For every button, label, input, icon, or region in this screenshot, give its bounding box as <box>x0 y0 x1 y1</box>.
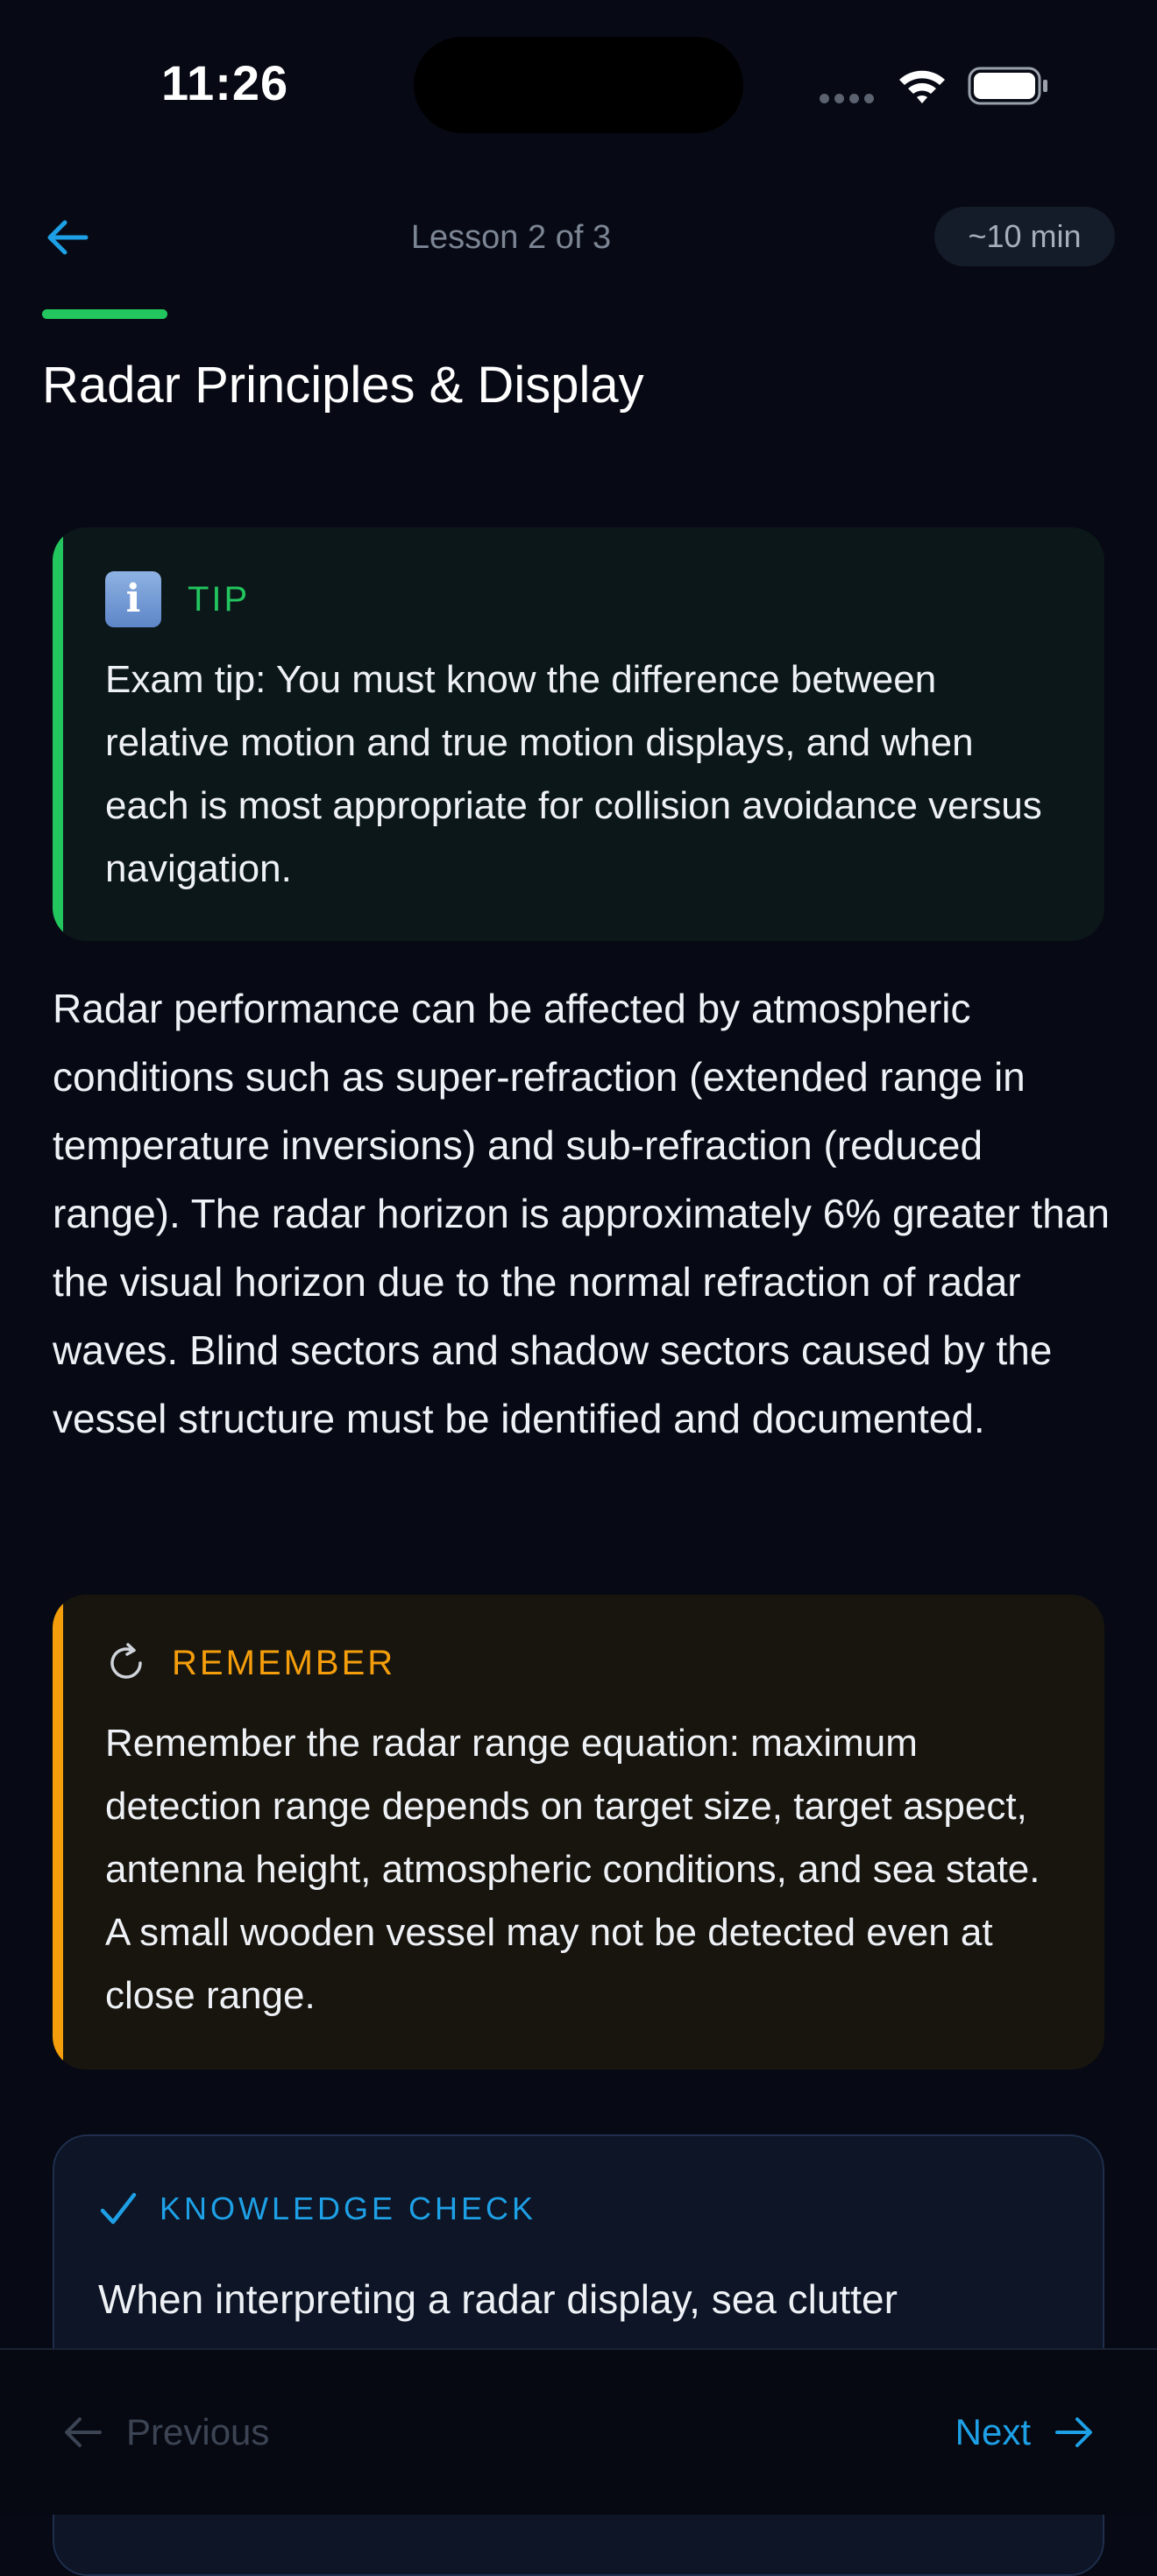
battery-icon <box>968 67 1050 105</box>
arrow-right-icon <box>1054 2415 1094 2450</box>
dynamic-island <box>414 37 743 133</box>
next-label: Next <box>955 2411 1031 2452</box>
status-bar <box>0 0 1157 175</box>
tip-header <box>105 571 250 627</box>
refresh-icon <box>105 1642 147 1684</box>
tip-callout <box>53 527 1104 941</box>
previous-button[interactable] <box>63 2411 269 2453</box>
next-button[interactable] <box>955 2411 1094 2453</box>
check-icon <box>98 2189 138 2229</box>
remember-header <box>105 1642 395 1684</box>
lesson-progress-bar <box>42 309 167 319</box>
page-title: Radar Principles & Display <box>42 357 644 414</box>
remember-text: Remember the radar range equation: maximum detection range depends on target size, target aspect, antenna height, atmospheric conditions, and sea state. A small wooden vessel may not be detected even at close range. <box>105 1722 1040 2017</box>
cellular-signal-icon <box>820 92 879 108</box>
remember-callout <box>53 1595 1104 2070</box>
lesson-paragraph: Radar performance can be affected by atmospheric conditions such as super-refraction (extended range in temperature inversions) and sub-refraction (reduced range). The radar horizon is approximately 6% greater than the visual horizon due to the normal refraction of radar waves. Blind sectors and shadow sectors caused by the vessel structure must be identified and documented. <box>53 986 1111 1441</box>
knowledge-check-header <box>98 2189 536 2229</box>
wifi-icon <box>896 65 948 107</box>
previous-label: Previous <box>126 2411 270 2452</box>
remember-label: REMEMBER <box>172 1643 396 1682</box>
arrow-left-icon <box>63 2415 103 2450</box>
tip-text: Exam tip: You must know the difference between relative motion and true motion displays, and when each is most appropriate for collision avoidance versus navigation. <box>105 658 1042 890</box>
bottom-navigation-bar <box>0 2348 1157 2515</box>
remember-accent-bar <box>53 1595 63 2070</box>
knowledge-check-label: KNOWLEDGE CHECK <box>160 2190 537 2226</box>
status-time: 11:26 <box>161 55 289 110</box>
tip-accent-bar <box>53 527 63 941</box>
duration-badge: ~10 min <box>934 207 1115 266</box>
tip-label: TIP <box>188 579 251 619</box>
lesson-counter: Lesson 2 of 3 <box>410 219 612 256</box>
info-icon: i <box>105 571 161 627</box>
knowledge-check-question: When interpreting a radar display, sea clutter <box>98 2276 898 2322</box>
